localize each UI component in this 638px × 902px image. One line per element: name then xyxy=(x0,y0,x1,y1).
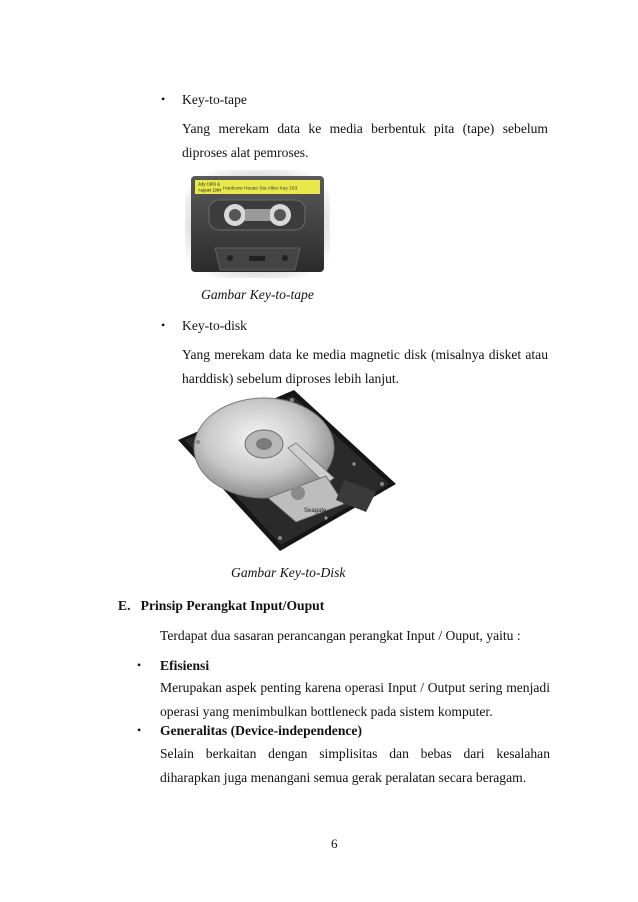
key-to-disk-description: Yang merekam data ke media magnetic disk (misalnya disket atau harddisk) sebelum diproses lebih lanjut. xyxy=(182,347,548,386)
section-e-heading: E. Prinsip Perangkat Input/Ouput xyxy=(118,598,325,613)
item-efisiensi-title: Efisiensi xyxy=(160,658,210,673)
hard-disk-image xyxy=(176,388,398,553)
item-generalitas-title: Generalitas (Device-independence) xyxy=(160,723,362,738)
bullet-dot: • xyxy=(137,723,142,737)
key-to-disk-caption: Gambar Key-to-Disk xyxy=(231,565,346,580)
bullet-dot: • xyxy=(137,658,142,672)
key-to-disk-title: Key-to-disk xyxy=(182,318,247,333)
cassette-label-text-1: July 1983 & xyxy=(198,181,220,187)
key-to-tape-description: Yang merekam data ke media berbentuk pita (tape) sebelum diproses alat pemroses. xyxy=(182,121,548,160)
bullet-dot: • xyxy=(161,318,166,332)
key-to-tape-caption: Gambar Key-to-tape xyxy=(201,287,314,302)
page-number: 6 xyxy=(331,836,338,851)
item-generalitas-body: Selain berkaitan dengan simplisitas dan bebas dari kesalahan diharapkan juga menangani semua gerak peralatan secara beragam. xyxy=(160,746,550,785)
cassette-label-text-3: August 1984 xyxy=(198,187,222,193)
cassette-label-text-2: Hardcore House Stu Allen Key 103 xyxy=(223,186,298,192)
section-e-intro: Terdapat dua sasaran perancangan perangkat Input / Ouput, yaitu : xyxy=(160,628,521,643)
hard-disk-brand: Seagate xyxy=(304,508,327,514)
cassette-tape-image xyxy=(185,170,330,278)
key-to-tape-title: Key-to-tape xyxy=(182,92,247,107)
bullet-dot: • xyxy=(161,92,166,106)
item-efisiensi-body: Merupakan aspek penting karena operasi Input / Output sering menjadi operasi yang menimbulkan bottleneck pada sistem komputer. xyxy=(160,680,550,719)
